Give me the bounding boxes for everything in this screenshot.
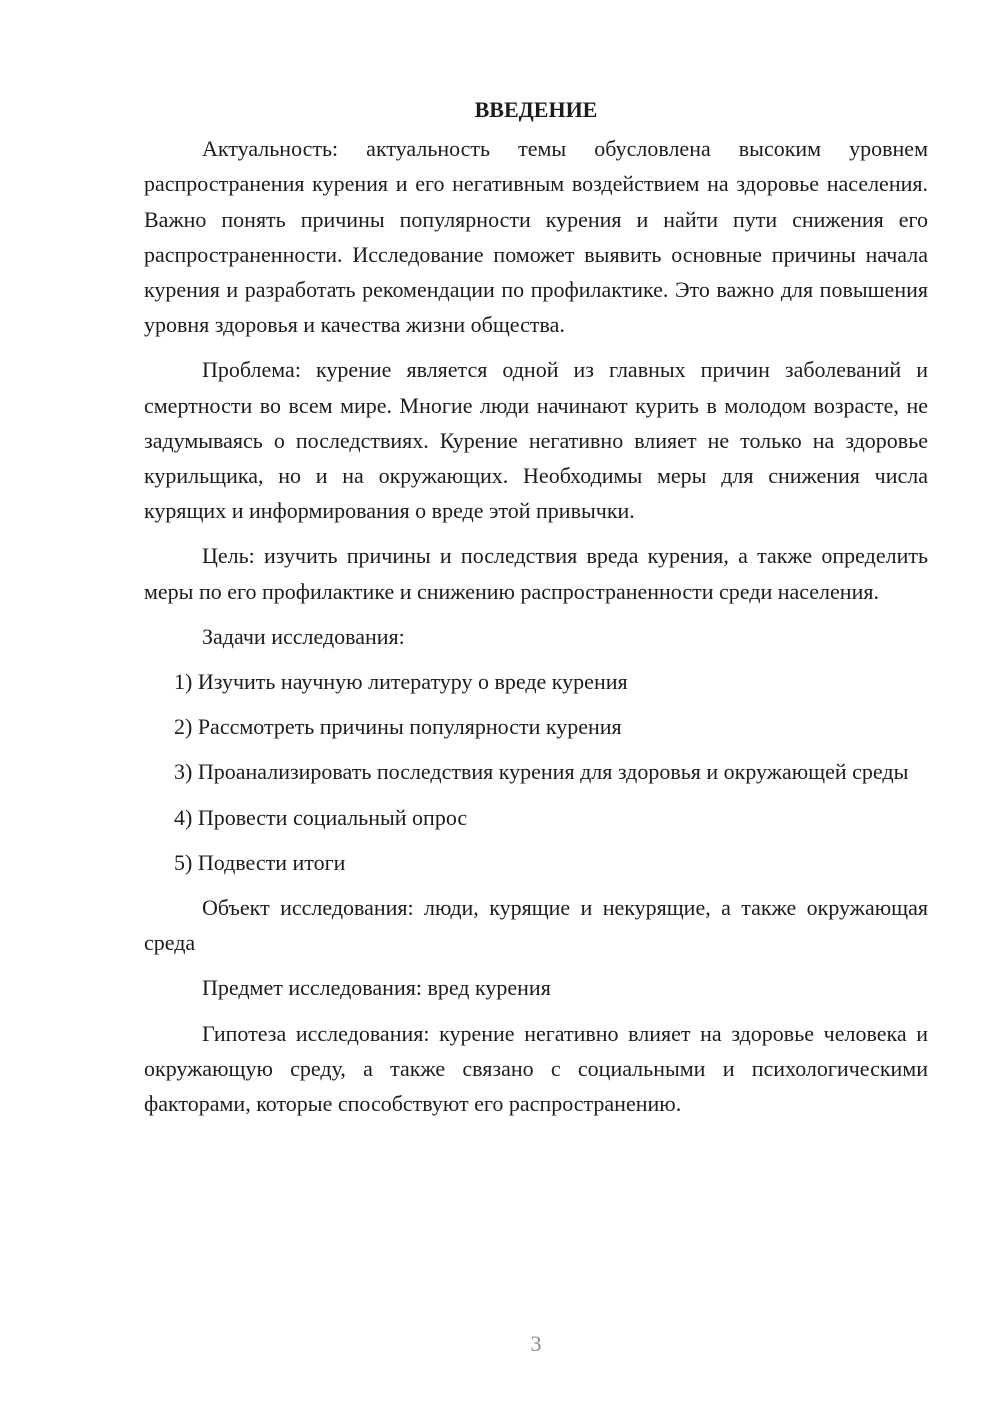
paragraph-hypothesis: Гипотеза исследования: курение негативно влияет на здоровье человека и окружающую среду, а также связано с социальными и психологическими факторами, которые способствуют его распространению. — [144, 1020, 928, 1117]
paragraph-object: Объект исследования: люди, курящие и некурящие, а также окружающая среда — [144, 895, 928, 956]
section-heading: ВВЕДЕНИЕ — [474, 97, 598, 122]
paragraph-subject: Предмет исследования: вред курения — [202, 975, 551, 1001]
paragraph-problem: Проблема: курение является одной из главных причин заболеваний и смертности во всем мире. Многие люди начинают курить в молодом возрасте, не задумываясь о последствиях. Курение негативно влияет не только на здоровье курильщика, но и на окружающих. Необходимы меры для снижения числа курящих и информирования о вреде этой привычки. — [144, 357, 928, 524]
paragraph-relevance: Актуальность: актуальность темы обусловлена высоким уровнем распространения курения и его негативным воздействием на здоровье населения. Важно понять причины популярности курения и найти пути снижения его распространенности. Исследование поможет выявить основные причины начала курения и разработать рекомендации по профилактике. Это важно для повышения уровня здоровья и качества жизни общества. — [144, 136, 928, 338]
task-item-1: 1) Изучить научную литературу о вреде курения — [174, 669, 628, 695]
task-item-3: 3) Проанализировать последствия курения для здоровья и окружающей среды — [174, 759, 909, 785]
page-body — [144, 92, 928, 1131]
task-item-4: 4) Провести социальный опрос — [174, 804, 468, 830]
task-item-2: 2) Рассмотреть причины популярности курения — [174, 714, 622, 740]
paragraph-goal: Цель: изучить причины и последствия вреда курения, а также определить меры по его профилактике и снижению распространенности среди населения. — [144, 543, 928, 604]
page-number: 3 — [530, 1331, 542, 1356]
tasks-intro: Задачи исследования: — [202, 623, 405, 649]
task-item-5: 5) Подвести итоги — [174, 849, 346, 875]
